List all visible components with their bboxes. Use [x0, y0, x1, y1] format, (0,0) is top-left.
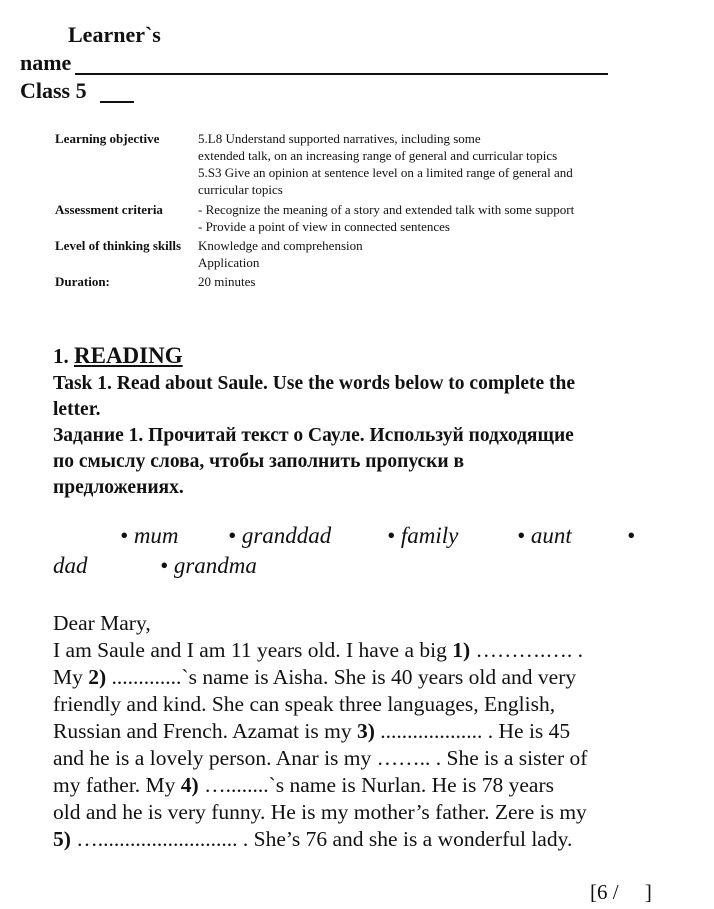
learner-label: Learner`s	[68, 22, 161, 47]
task-en-line: letter.	[53, 399, 101, 420]
thinking-skills-line: Application	[198, 255, 260, 270]
assessment-line: - Provide a point of view in connected sentences	[198, 219, 450, 234]
section-number: 1.	[53, 344, 69, 368]
duration-value: 20 minutes	[198, 274, 256, 289]
learning-objective-line: curricular topics	[198, 182, 283, 197]
word-bank-item: • mum	[120, 523, 179, 548]
word-bank-bullet: •	[627, 523, 636, 548]
class-label: Class 5	[20, 78, 87, 103]
letter-greeting: Dear Mary,	[53, 611, 151, 635]
assessment-criteria-label: Assessment criteria	[55, 202, 163, 217]
letter-line: friendly and kind. She can speak three languages, English,	[53, 692, 556, 716]
task-en-line: Task 1. Read about Saule. Use the words below to complete the	[53, 373, 575, 394]
class-blank-line[interactable]	[100, 101, 134, 103]
section-heading	[53, 343, 183, 369]
word-bank-item: • granddad	[228, 523, 332, 548]
letter-line: and he is a lovely person. Anar is my …….. . She is a sister of	[53, 746, 588, 770]
letter-line: My 2) .............`s name is Aisha. She is 40 years old and very	[53, 665, 577, 689]
letter-line: 5) ….......................... . She’s 76 and she is a wonderful lady.	[53, 827, 573, 851]
letter-line: my father. My 4) …........`s name is Nurlan. He is 78 years	[53, 773, 554, 797]
learning-objective-line: 5.S3 Give an opinion at sentence level on a limited range of general and	[198, 165, 573, 180]
task-ru-line: Задание 1. Прочитай текст о Сауле. Используй подходящие	[53, 425, 574, 446]
learning-objective-line: extended talk, on an increasing range of general and curricular topics	[198, 148, 558, 163]
task-ru-line: предложениях.	[53, 477, 184, 498]
duration-label: Duration:	[55, 274, 110, 289]
letter-line: I am Saule and I am 11 years old. I have a big 1) ……….…. .	[53, 638, 584, 662]
word-bank-item: • family	[387, 523, 459, 548]
task-ru-line: по смыслу слова, чтобы заполнить пропуски в	[53, 451, 465, 472]
thinking-skills-line: Knowledge and comprehension	[198, 238, 363, 253]
section-title: READING	[74, 343, 183, 368]
learning-objective-line: 5.L8 Understand supported narratives, including some	[198, 131, 481, 146]
learning-objective-label: Learning objective	[55, 131, 160, 146]
thinking-skills-label: Level of thinking skills	[55, 238, 182, 253]
word-bank-item: • grandma	[160, 553, 257, 578]
gap-number: 4)	[180, 773, 199, 797]
letter-line: old and he is very funny. He is my mother’s father. Zere is my	[53, 800, 587, 824]
word-bank-item: dad	[53, 553, 88, 578]
letter-line: Russian and French. Azamat is my 3) ................... . He is 45	[53, 719, 571, 743]
gap-number: 2)	[88, 665, 107, 689]
name-blank-line[interactable]	[75, 73, 608, 75]
gap-number: 3)	[356, 719, 375, 743]
gap-number: 1)	[452, 638, 471, 662]
name-label: name	[20, 50, 72, 75]
gap-number: 5)	[53, 827, 71, 851]
score-box: [6 / ]	[590, 880, 652, 904]
word-bank-item: • aunt	[517, 523, 572, 548]
assessment-line: - Recognize the meaning of a story and extended talk with some support	[198, 202, 575, 217]
